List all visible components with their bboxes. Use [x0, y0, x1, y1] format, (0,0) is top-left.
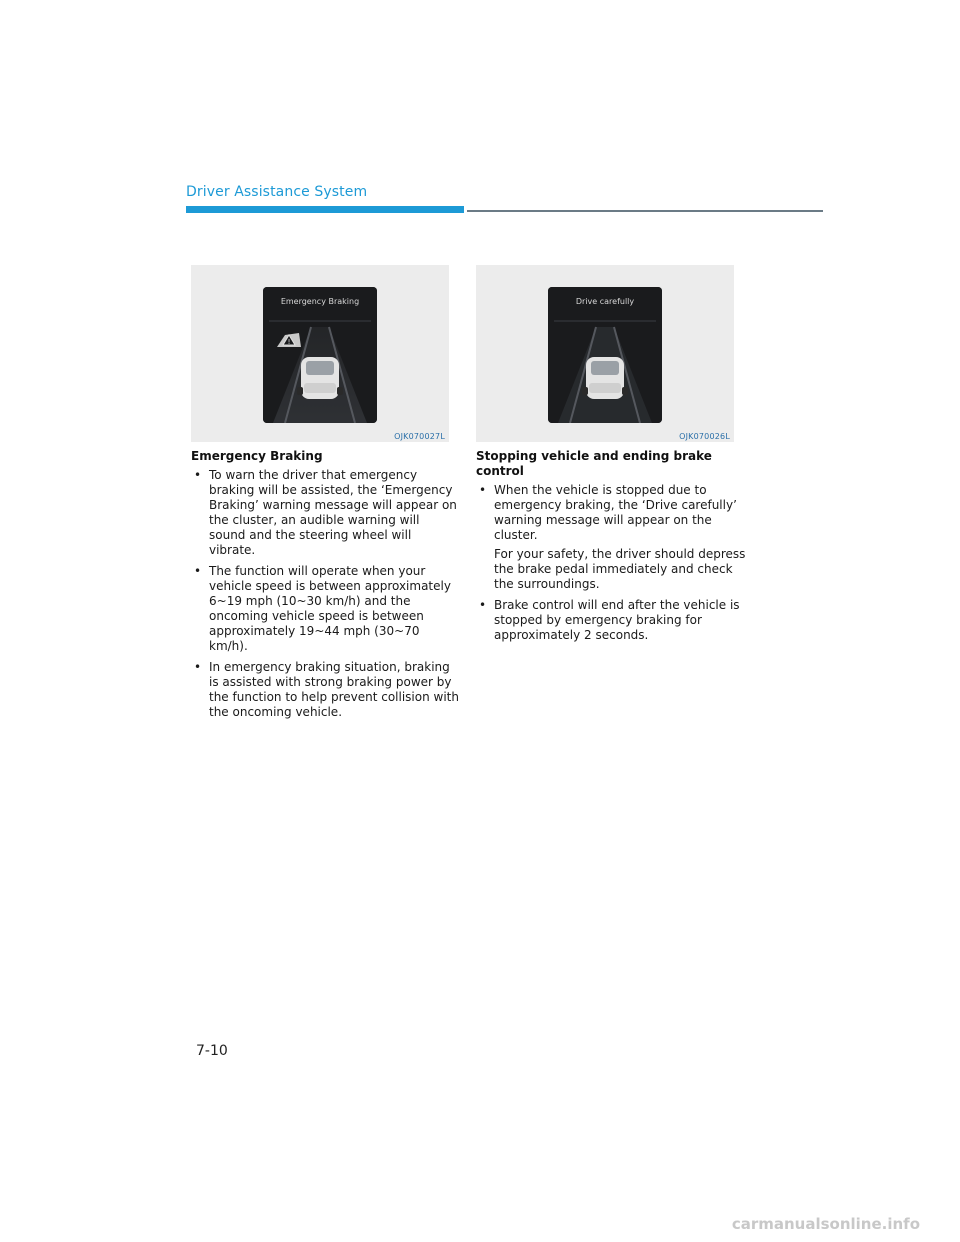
cluster-screen	[263, 287, 377, 423]
cluster-message: Emergency Braking	[280, 297, 360, 306]
figure-emergency-braking	[191, 265, 449, 442]
right-column	[476, 449, 746, 649]
header-rule	[467, 210, 823, 212]
cluster-graphic	[548, 287, 662, 423]
vehicle-icon	[297, 357, 343, 399]
section-title: Driver Assistance System	[186, 184, 368, 200]
list-item: • To warn the driver that emergency braking will be assisted, the ‘Emergency Braking’ warning message will appear on the cluster, an audible warning will sound and the steering wheel will vibrate.	[191, 468, 459, 558]
list-item-text: Brake control will end after the vehicle is stopped by emergency braking for approximately 2 seconds.	[494, 598, 740, 642]
cluster-screen	[548, 287, 662, 423]
list-item	[476, 598, 746, 643]
page-number: 7-10	[196, 1043, 228, 1059]
figure-code: OJK070026L	[679, 432, 730, 441]
list-item-text: When the vehicle is stopped due to emergency braking, the ‘Drive carefully’ warning message will appear on the cluster.	[494, 483, 737, 542]
section-heading: Stopping vehicle and ending brake control	[476, 449, 712, 478]
bullet-list	[191, 468, 459, 720]
header-accent-bar	[186, 206, 464, 213]
figure-drive-carefully	[476, 265, 734, 442]
figure-code: OJK070027L	[394, 432, 445, 441]
section-heading: Emergency Braking	[191, 449, 323, 463]
list-item: • In emergency braking situation, braking is assisted with strong braking power by the function to help prevent collision with the oncoming vehicle.	[191, 660, 459, 720]
vehicle-icon	[582, 357, 628, 399]
list-item-subparagraph: For your safety, the driver should depress the brake pedal immediately and check the surroundings.	[494, 547, 746, 591]
list-item: • The function will operate when your vehicle speed is between approximately 6~19 mph (10~30 km/h) and the oncoming vehicle speed is between approximately 19~44 mph (30~70 km/h).	[191, 564, 459, 654]
cluster-graphic	[263, 287, 377, 423]
cluster-message: Drive carefully	[575, 297, 635, 306]
watermark: carmanualsonline.info	[731, 1215, 920, 1233]
left-column	[191, 449, 459, 726]
list-item	[476, 483, 746, 592]
bullet-list	[476, 483, 746, 643]
warning-icon: !	[287, 338, 291, 346]
